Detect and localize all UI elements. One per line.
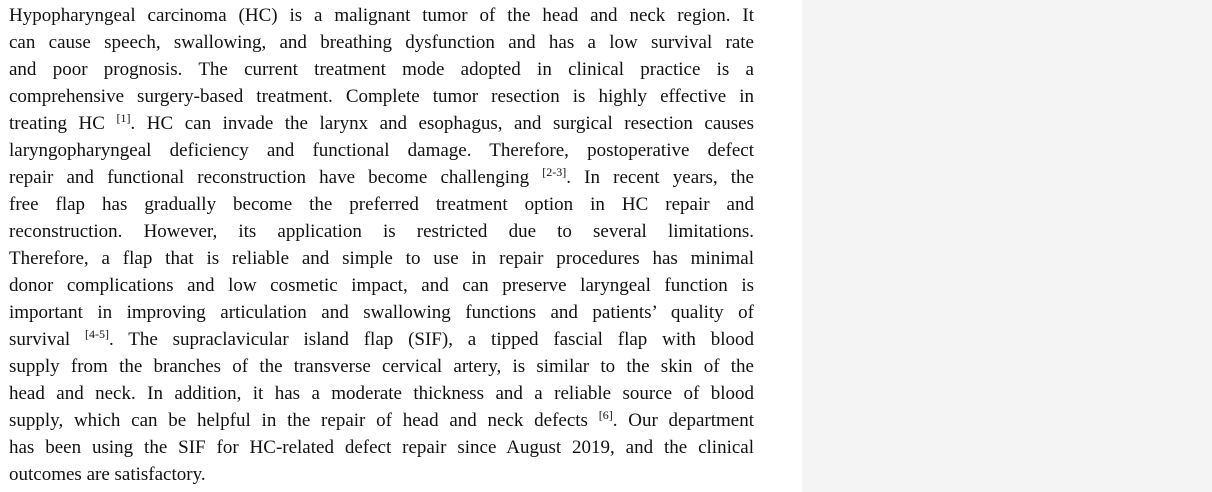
text-line: repair and functional reconstruction have become challenging [2-3]. In recent years, the xyxy=(9,165,754,188)
text-line: has been using the SIF for HC-related defect repair since August 2019, and the clinical xyxy=(9,437,754,458)
citation-1: [1] xyxy=(116,111,131,125)
text-line: important in improving articulation and swallowing functions and patients’ quality of xyxy=(9,302,754,323)
text-line: laryngopharyngeal deficiency and functional damage. Therefore, postoperative defect xyxy=(9,140,754,161)
text-line: donor complications and low cosmetic impact, and can preserve laryngeal function is xyxy=(9,275,754,296)
citation-6: [6] xyxy=(598,408,613,422)
text-line: free flap has gradually become the preferred treatment option in HC repair and xyxy=(9,194,754,215)
citation-2-3: [2-3] xyxy=(542,165,567,179)
citation-4-5: [4-5] xyxy=(85,327,110,341)
text-line: outcomes are satisfactory. xyxy=(9,464,206,485)
text-line: Hypopharyngeal carcinoma (HC) is a malignant tumor of the head and neck region. It xyxy=(9,5,754,26)
blank-margin xyxy=(802,0,1212,492)
text-line: comprehensive surgery-based treatment. Complete tumor resection is highly effective in xyxy=(9,86,754,107)
text-line: head and neck. In addition, it has a moderate thickness and a reliable source of blood xyxy=(9,383,754,404)
text-line: Therefore, a flap that is reliable and simple to use in repair procedures has minimal xyxy=(9,248,754,269)
text-line: reconstruction. However, its application is restricted due to several limitations. xyxy=(9,221,754,242)
text-line: survival [4-5]. The supraclavicular island flap (SIF), a tipped fascial flap with blood xyxy=(9,327,754,350)
body-paragraph xyxy=(9,2,754,488)
text-line: treating HC [1]. HC can invade the larynx and esophagus, and surgical resection causes xyxy=(9,111,754,134)
text-line: and poor prognosis. The current treatment mode adopted in clinical practice is a xyxy=(9,59,754,80)
text-line: supply, which can be helpful in the repair of head and neck defects [6]. Our department xyxy=(9,408,754,431)
text-line: supply from the branches of the transverse cervical artery, is similar to the skin of the xyxy=(9,356,754,377)
text-line: can cause speech, swallowing, and breathing dysfunction and has a low survival rate xyxy=(9,32,754,53)
